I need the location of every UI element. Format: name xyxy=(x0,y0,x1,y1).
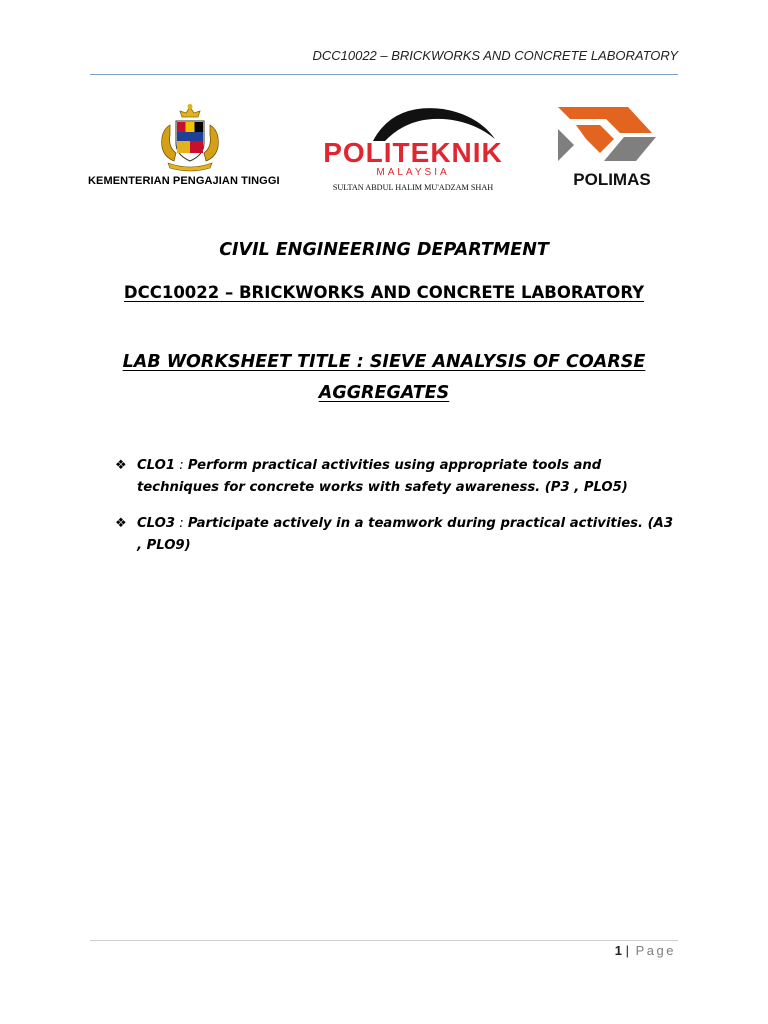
polimas-emblem-icon xyxy=(558,107,656,161)
header-rule xyxy=(90,74,678,75)
campus-name: SULTAN ABDUL HALIM MU'ADZAM SHAH xyxy=(332,183,494,192)
clo-text: Participate actively in a teamwork during practical activities. (A3 , PLO9) xyxy=(137,516,674,553)
polimas-logo xyxy=(540,103,685,191)
kpt-logo xyxy=(88,103,293,193)
diamond-bullet-icon: ❖ xyxy=(115,516,127,531)
polimas-wordmark: POLIMAS xyxy=(573,170,651,189)
clo-item xyxy=(115,513,675,557)
page-footer xyxy=(615,943,676,958)
clo-separator: : xyxy=(175,516,188,531)
running-header: DCC10022 – BRICKWORKS AND CONCRETE LABORATORY xyxy=(312,48,678,63)
clo-body xyxy=(137,455,675,499)
department-heading: CIVIL ENGINEERING DEPARTMENT xyxy=(219,240,549,260)
page-separator: | xyxy=(625,943,629,958)
footer-rule xyxy=(90,940,678,941)
lab-title-line-2: AGGREGATES xyxy=(318,383,450,403)
clo-body xyxy=(137,513,675,557)
lab-title-line-1: LAB WORKSHEET TITLE : SIEVE ANALYSIS OF COARSE xyxy=(122,352,646,372)
clo-item xyxy=(115,455,675,499)
politeknik-logo xyxy=(313,101,513,197)
politeknik-wordmark: POLITEKNIK xyxy=(323,137,503,168)
logo-row xyxy=(0,95,768,195)
course-heading-text: DCC10022 – BRICKWORKS AND CONCRETE LABORATORY xyxy=(123,283,645,302)
page-number: 1 xyxy=(614,943,622,958)
clo-text: Perform practical activities using appropriate tools and techniques for concrete works with safety awareness. (P3 , PLO5) xyxy=(137,458,628,495)
page-word: Page xyxy=(635,943,676,958)
coat-of-arms-icon xyxy=(88,103,293,173)
course-heading xyxy=(0,283,768,302)
kpt-label: KEMENTERIAN PENGAJIAN TINGGI xyxy=(88,175,280,187)
malaysia-wordmark: MALAYSIA xyxy=(376,167,450,178)
clo-code: CLO1 xyxy=(137,458,175,473)
clo-code: CLO3 xyxy=(137,516,175,531)
diamond-bullet-icon: ❖ xyxy=(115,458,127,473)
clo-separator: : xyxy=(175,458,188,473)
